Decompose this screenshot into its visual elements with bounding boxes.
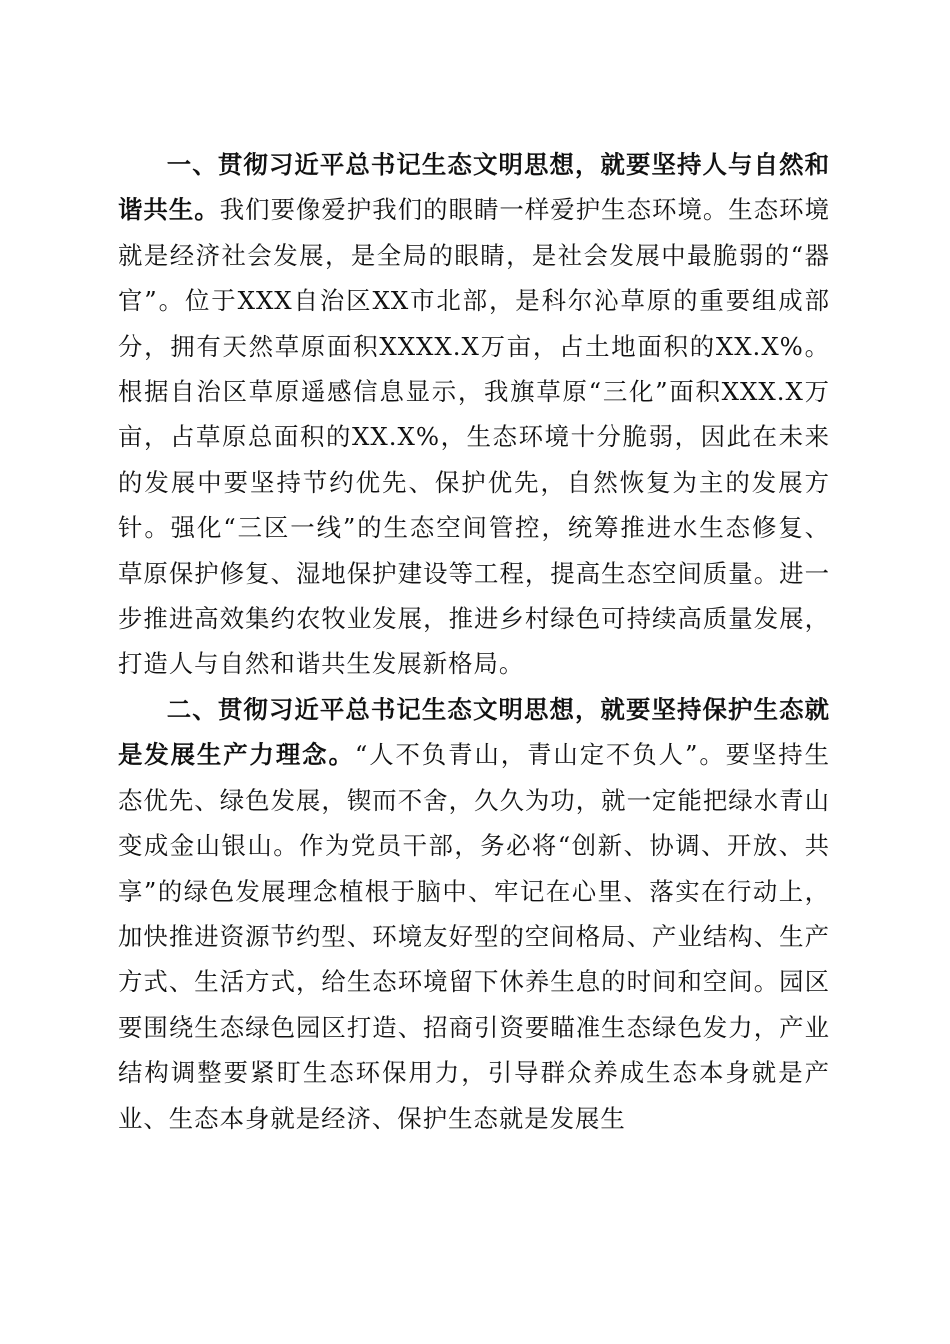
- paragraph-1-heading: 一、贯彻习近平总书记生态文明思想，就要坚持人与自然和谐共生。: [118, 150, 830, 225]
- document-body: [118, 142, 830, 1141]
- paragraph-1: [118, 142, 830, 687]
- paragraph-2-body: “人不负青山，青山定不负人”。要坚持生态优先、绿色发展，锲而不舍，久久为功，就一定能把绿水青山变成金山银山。作为党员干部，务必将“创新、协调、开放、共享”的绿色发展理念植根于脑中、牢记在心里、落实在行动上，加快推进资源节约型、环境友好型的空间格局、产业结构、生产方式、生活方式，给生态环境留下休养生息的时间和空间。园区要围绕生态绿色园区打造、招商引资要瞄准生态绿色发力，产业结构调整要紧盯生态环保用力，引导群众养成生态本身就是产业、生态本身就是经济、保护生态就是发展生: [118, 740, 830, 1133]
- paragraph-2: [118, 687, 830, 1141]
- paragraph-2-heading: 二、贯彻习近平总书记生态文明思想，就要坚持保护生态就是发展生产力理念。: [118, 694, 830, 770]
- paragraph-1-body: 我们要像爱护我们的眼睛一样爱护生态环境。生态环境就是经济社会发展，是全局的眼睛，是社会发展中最脆弱的“器官”。位于XXX自治区XX市北部，是科尔沁草原的重要组成部分，拥有天然草原面积XXXX.X万亩，占土地面积的XX.X%。根据自治区草原遥感信息显示，我旗草原“三化”面积XXX.X万亩，占草原总面积的XX.X%，生态环境十分脆弱，因此在未来的发展中要坚持节约优先、保护优先，自然恢复为主的发展方针。强化“三区一线”的生态空间管控，统筹推进水生态修复、草原保护修复、湿地保护建设等工程，提高生态空间质量。进一步推进高效集约农牧业发展，推进乡村绿色可持续高质量发展，打造人与自然和谐共生发展新格局。: [118, 195, 830, 679]
